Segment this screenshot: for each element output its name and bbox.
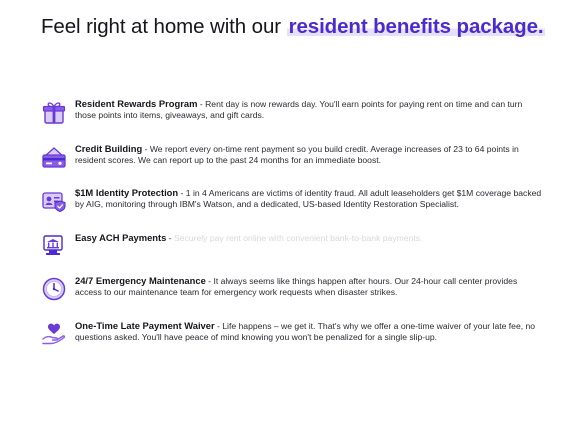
benefit-text: [75, 232, 545, 244]
benefit-description: Life happens – we get it. That's why we offer a one-time waiver of your late fee, no questions asked. You'll have peace of mind knowing you won't be penalized for a single slip-up.: [75, 321, 536, 342]
benefit-title: Resident Rewards Program: [75, 98, 198, 109]
benefit-resident-rewards: [40, 98, 540, 132]
benefit-title: $1M Identity Protection: [75, 187, 179, 198]
benefit-separator: -: [178, 188, 186, 198]
benefit-text: [75, 275, 545, 298]
benefit-identity-protection: [40, 187, 540, 221]
benefit-ach-payments: [40, 232, 540, 266]
benefit-late-payment-waiver: [40, 320, 540, 354]
heart-hand-icon: [40, 320, 68, 348]
benefit-description: Rent day is now rewards day. You'll earn points for paying rent on time and can turn those points into items, giveaways, and gift cards.: [75, 99, 523, 120]
benefit-title: 24/7 Emergency Maintenance: [75, 275, 206, 286]
benefit-separator: -: [205, 276, 214, 286]
benefit-text: [75, 187, 545, 210]
benefit-separator: -: [166, 233, 175, 243]
benefit-text: [75, 320, 545, 343]
benefit-separator: -: [214, 321, 223, 331]
headline-highlight: resident benefits package.: [288, 15, 544, 38]
benefit-text: [75, 98, 545, 121]
benefit-description: 1 in 4 Americans are victims of identity fraud. All adult leaseholders get $1M coverage backed by AIG, monitoring through IBM's Watson, and a dedicated, US-based Identity Restoration Specialist.: [75, 188, 542, 209]
clock-icon: [40, 275, 68, 303]
benefit-description: It always seems like things happen after hours. Our 24-hour call center provides access to our maintenance team for emergency work requests when disaster strikes.: [75, 276, 518, 297]
bank-icon: [40, 232, 68, 260]
benefit-text: [75, 143, 545, 166]
benefit-separator: -: [197, 99, 206, 109]
headline-prefix: Feel right at home with our: [41, 15, 287, 38]
benefit-credit-building: [40, 143, 540, 177]
id-card-icon: [40, 187, 68, 215]
benefit-description: We report every on-time rent payment so you build credit. Average increases of 23 to 64 points in resident scores. We can report up to the past 24 months for an immediate boost.: [75, 144, 519, 165]
benefit-separator: -: [142, 144, 150, 154]
benefit-description: Securely pay rent online with convenient bank-to-bank payments.: [174, 233, 423, 243]
gift-icon: [40, 98, 68, 126]
page-headline: [41, 15, 561, 39]
benefit-title: Easy ACH Payments: [75, 232, 167, 243]
credit-card-icon: [40, 143, 68, 171]
benefit-emergency-maintenance: [40, 275, 540, 309]
benefit-title: Credit Building: [75, 143, 143, 154]
benefit-title: One-Time Late Payment Waiver: [75, 320, 215, 331]
